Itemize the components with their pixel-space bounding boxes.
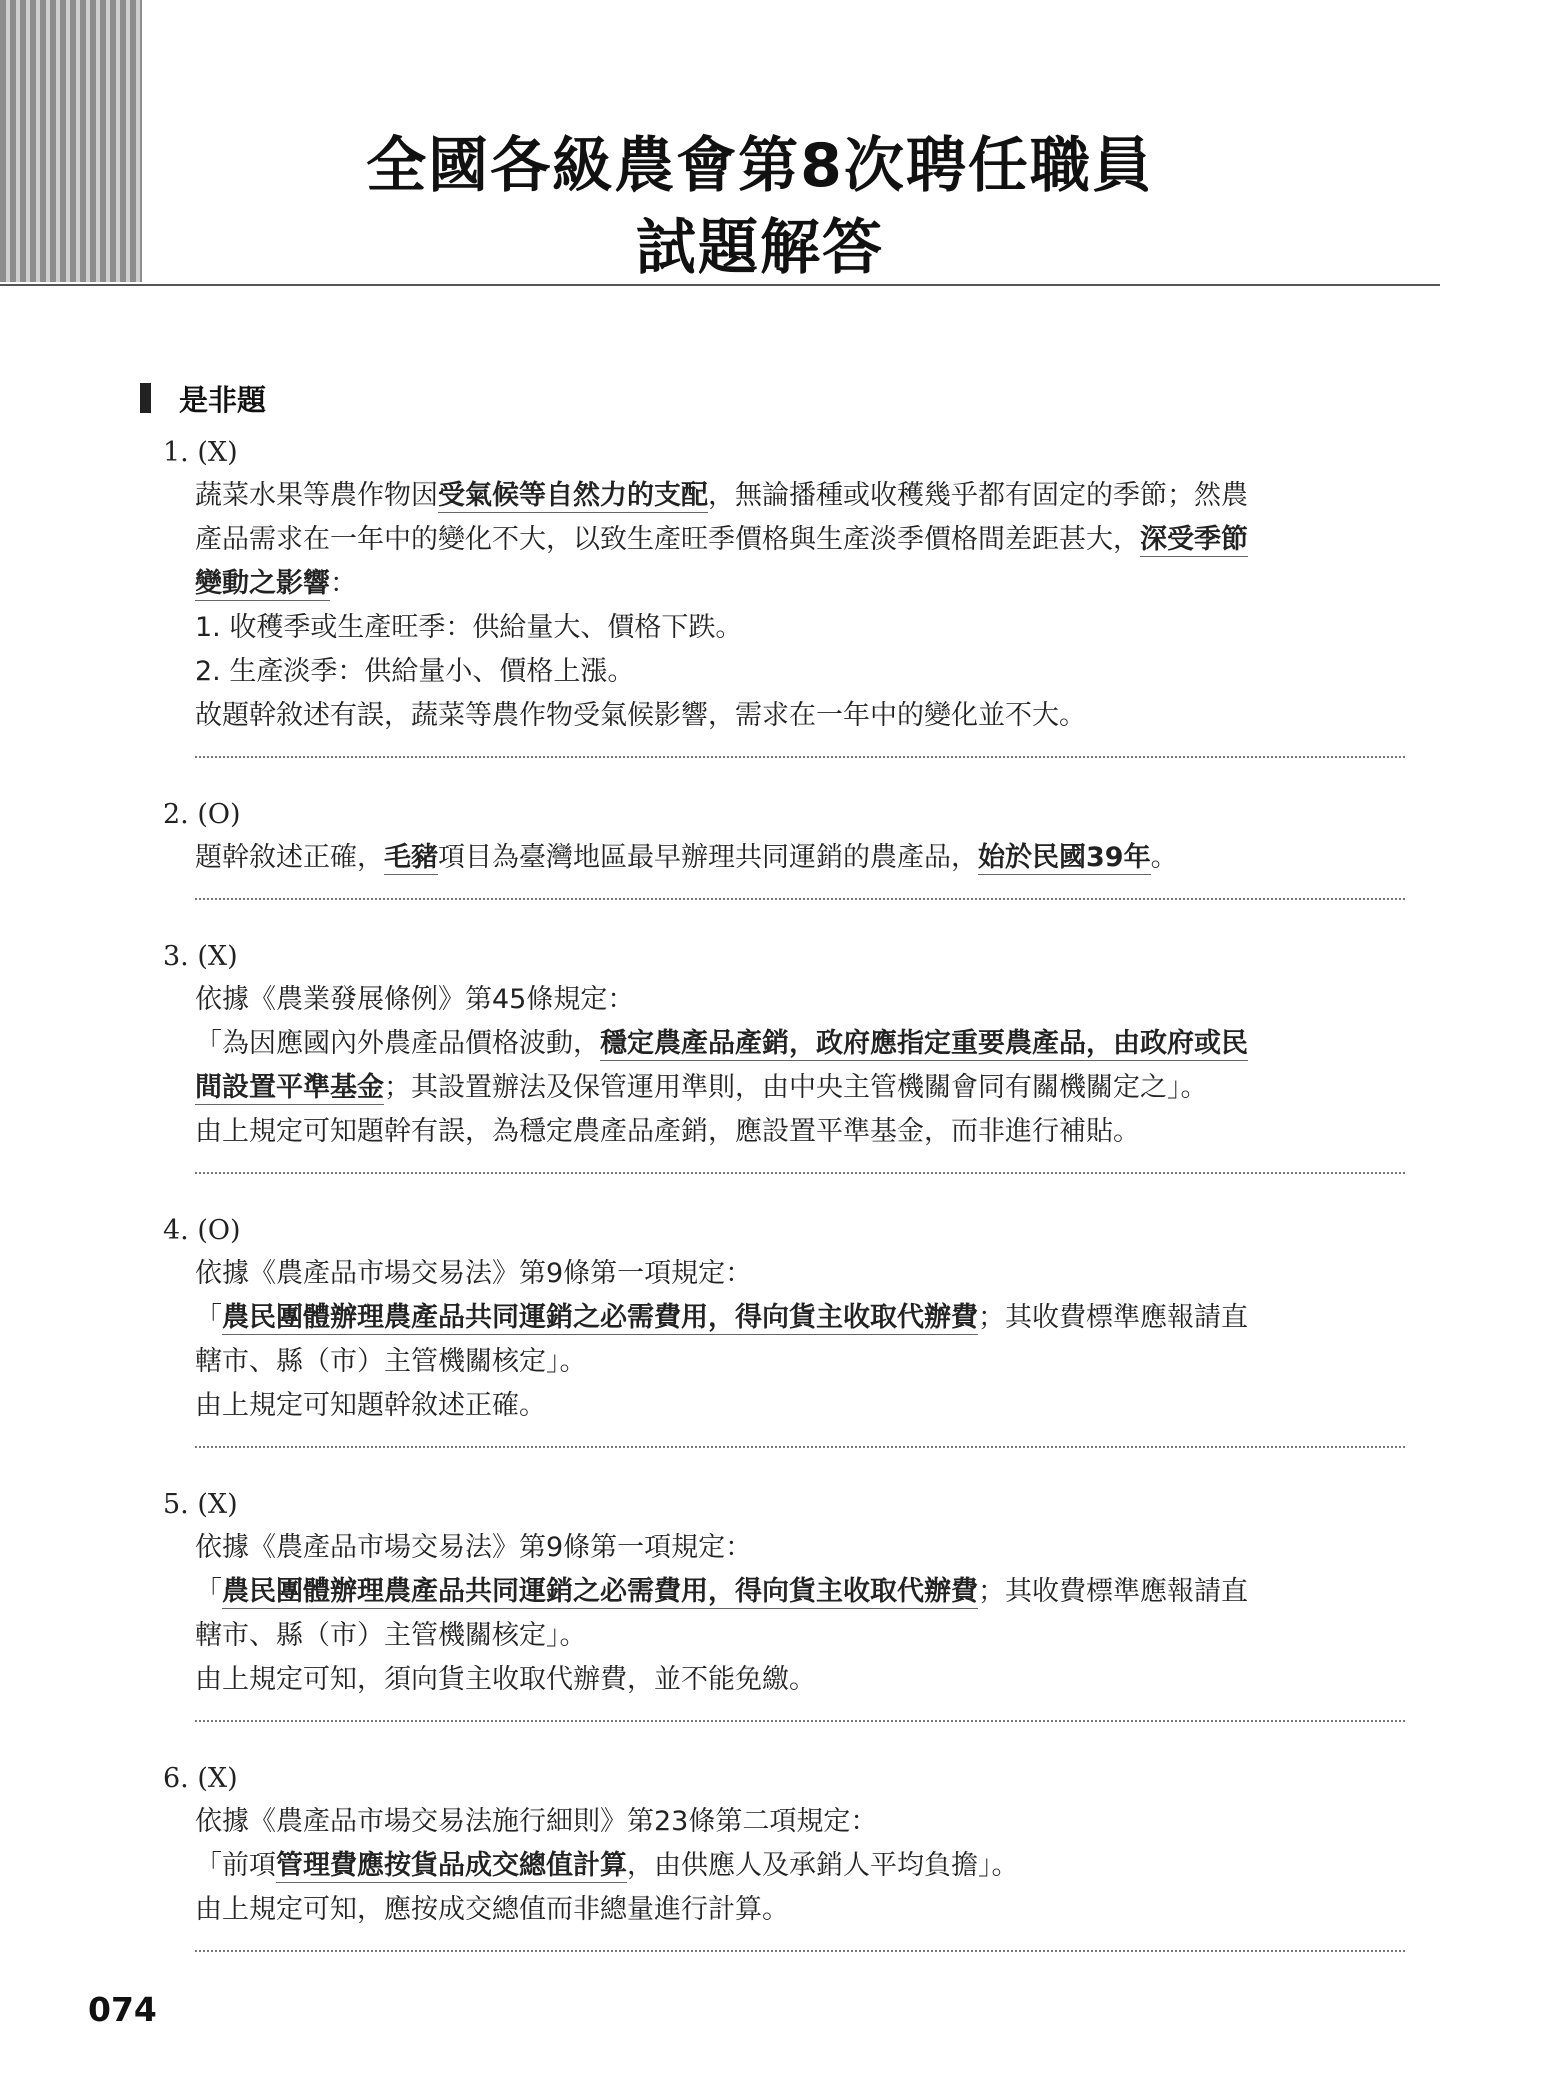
line-text: 由上規定可知題幹有誤，為穩定農產品產銷，應設置平準基金，而非進行補貼。: [195, 1116, 1140, 1147]
line-text: 依據《農業發展條例》第45條規定：: [195, 984, 635, 1015]
dotted-separator: [195, 1720, 1405, 1722]
emphasized-text: 農民團體辦理農產品共同運銷之必需費用，得向貨主收取代辦費: [222, 1302, 978, 1333]
section-heading-text: 是非題: [179, 382, 267, 417]
answer-line: [0, 1800, 1405, 1844]
dotted-separator: [195, 756, 1405, 758]
line-text: 題幹敘述正確，: [195, 842, 384, 873]
line-text: 依據《農產品市場交易法施行細則》第23條第二項規定：: [195, 1806, 878, 1837]
line-text: 依據《農產品市場交易法》第9條第一項規定：: [195, 1258, 753, 1289]
answer-item: [0, 794, 1544, 900]
dotted-separator: [195, 1446, 1405, 1448]
answer-line: [0, 1110, 1405, 1154]
emphasized-text: 毛豬: [384, 842, 438, 873]
answer-list: [0, 432, 1544, 1988]
answer-line: [0, 1066, 1405, 1110]
answer-line: [0, 606, 1405, 650]
answer-number: 4. (O): [163, 1215, 241, 1246]
line-text: 項目為臺灣地區最早辦理共同運銷的農產品，: [438, 842, 978, 873]
answer-number: 6. (X): [163, 1763, 238, 1794]
line-text: 產品需求在一年中的變化不大，以致生產旺季價格與生產淡季價格間差距甚大，: [195, 524, 1140, 555]
answer-line: [0, 1022, 1405, 1066]
line-text: 「前項: [195, 1850, 276, 1881]
page-title-line2: 試題解答: [636, 213, 884, 283]
line-text: 由上規定可知題幹敘述正確。: [195, 1390, 546, 1421]
answer-line: [0, 1888, 1405, 1932]
emphasized-text: 受氣候等自然力的支配: [438, 480, 708, 511]
answer-item: [0, 432, 1544, 758]
section-marker-icon: [140, 383, 151, 413]
answer-line: [0, 1384, 1405, 1428]
section-heading: [140, 378, 266, 418]
line-text: 「: [195, 1302, 222, 1333]
answer-line: [0, 1252, 1405, 1296]
line-text: 由上規定可知，須向貨主收取代辦費，並不能免繳。: [195, 1664, 816, 1695]
dotted-separator: [195, 1950, 1405, 1952]
line-text: 2. 生產淡季：供給量小、價格上漲。: [195, 656, 635, 687]
line-text: 故題幹敘述有誤，蔬菜等農作物受氣候影響，需求在一年中的變化並不大。: [195, 700, 1086, 731]
answer-line: [0, 518, 1405, 562]
emphasized-text: 深受季節: [1140, 524, 1248, 555]
emphasized-text: 變動之影響: [195, 568, 330, 599]
emphasized-text: 管理費應按貨品成交總值計算: [276, 1850, 627, 1881]
answer-line: [0, 1526, 1405, 1570]
answer-number: 2. (O): [163, 799, 241, 830]
answer-number: 1. (X): [163, 437, 238, 468]
answer-line: [0, 1340, 1405, 1384]
answer-number: 3. (X): [163, 941, 238, 972]
answer-item: [0, 1758, 1544, 1952]
line-text: 蔬菜水果等農作物因: [195, 480, 438, 511]
line-text: 。: [1150, 842, 1178, 873]
page-title-line1: 全國各級農會第8次聘任職員: [366, 131, 1154, 201]
line-text: ，無論播種或收穫幾乎都有固定的季節；然農: [708, 480, 1248, 511]
header-divider: [0, 284, 1440, 286]
dotted-separator: [195, 1172, 1405, 1174]
emphasized-text: 得向貨主收取代辦費: [735, 1576, 978, 1607]
answer-item: [0, 1484, 1544, 1722]
emphasized-text: 始於民國39年: [978, 842, 1151, 873]
line-text: 1. 收穫季或生產旺季：供給量大、價格下跌。: [195, 612, 743, 643]
answer-item: [0, 1210, 1544, 1448]
emphasized-text: 間設置平準基金: [195, 1072, 384, 1103]
line-text: 「為因應國內外農產品價格波動，: [195, 1028, 600, 1059]
line-text: 依據《農產品市場交易法》第9條第一項規定：: [195, 1532, 753, 1563]
answer-line: [0, 836, 1405, 880]
emphasized-text: 穩定農產品產銷，政府應指定重要農產品，由政府或民: [600, 1028, 1248, 1059]
answer-line: [0, 1658, 1405, 1702]
answer-line: [0, 562, 1405, 606]
line-text: ；其收費標準應報請直: [978, 1302, 1248, 1333]
answer-line: [0, 1614, 1405, 1658]
answer-line: [0, 978, 1405, 1022]
dotted-separator: [195, 898, 1405, 900]
emphasized-text: 農民團體辦理農產品共同運銷之必需費用，: [222, 1576, 735, 1607]
line-text: ；其設置辦法及保管運用準則，由中央主管機關會同有關機關定之」。: [384, 1072, 1208, 1103]
line-text: ；其收費標準應報請直: [978, 1576, 1248, 1607]
answer-item: [0, 936, 1544, 1174]
answer-line: [0, 1570, 1405, 1614]
line-text: ：: [330, 568, 357, 599]
line-text: 「: [195, 1576, 222, 1607]
answer-line: [0, 474, 1405, 518]
line-text: 轄市、縣（市）主管機關核定」。: [195, 1620, 587, 1651]
answer-line: [0, 694, 1405, 738]
line-text: ，由供應人及承銷人平均負擔」。: [627, 1850, 1019, 1881]
line-text: 轄市、縣（市）主管機關核定」。: [195, 1346, 587, 1377]
answer-line: [0, 1296, 1405, 1340]
line-text: 由上規定可知，應按成交總值而非總量進行計算。: [195, 1894, 789, 1925]
answer-line: [0, 650, 1405, 694]
answer-line: [0, 1844, 1405, 1888]
page-number: 074: [88, 1990, 157, 2029]
answer-number: 5. (X): [163, 1489, 238, 1520]
